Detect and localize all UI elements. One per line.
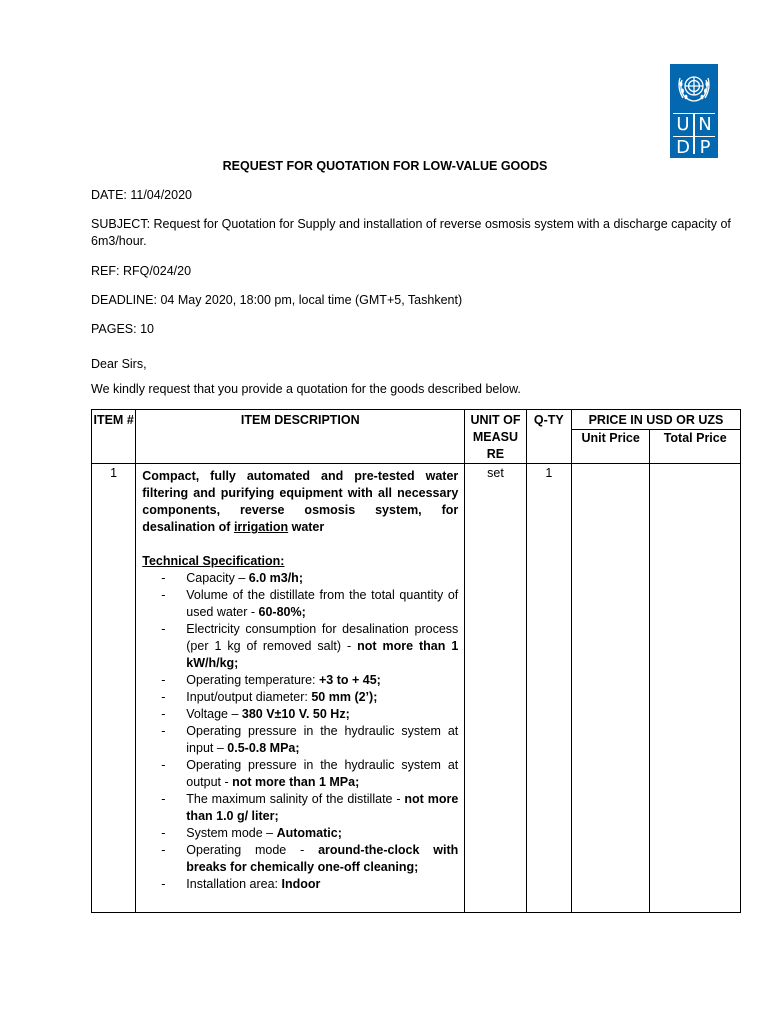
- header-item-description: ITEM DESCRIPTION: [136, 410, 465, 464]
- spec-value: 380 V±10 V. 50 Hz;: [241, 707, 350, 721]
- spec-item: [142, 689, 458, 706]
- quotation-table: [91, 409, 741, 913]
- header-unit-of-measure: UNIT OF MEASU RE: [465, 410, 526, 464]
- spec-value: 6.0 m3/h;: [248, 571, 303, 585]
- header-price: PRICE IN USD OR UZS: [571, 410, 740, 430]
- header-item-number: ITEM #: [92, 410, 136, 464]
- spec-item: [142, 706, 458, 723]
- dash-bullet: -: [161, 588, 166, 602]
- spec-label: Operating temperature:: [186, 673, 319, 687]
- spec-value: around-the-clock with breaks for chemically one-off cleaning;: [186, 843, 459, 874]
- spec-item: [142, 570, 458, 587]
- spec-value: 0.5-0.8 MPa;: [227, 741, 300, 755]
- logo-letter-n: N: [698, 114, 712, 135]
- spec-item: [142, 723, 458, 757]
- spec-label: Voltage –: [186, 707, 242, 721]
- spec-value: not more than 1 MPa;: [232, 775, 360, 789]
- spec-label: Electricity consumption for desalination process (per 1 kg of removed salt) -: [186, 622, 459, 653]
- spec-value: 50 mm (2’);: [311, 690, 378, 704]
- date-line: DATE: 11/04/2020: [91, 188, 192, 202]
- spec-value: not more than 1 kW/h/kg;: [186, 639, 459, 670]
- dash-bullet: -: [161, 826, 166, 840]
- spec-label: Capacity –: [186, 571, 249, 585]
- dash-bullet: -: [161, 792, 166, 806]
- spec-item: [142, 876, 458, 893]
- spec-item: [142, 672, 458, 689]
- ref-line: REF: RFQ/024/20: [91, 264, 192, 278]
- spec-value: not more than 1.0 g/ liter;: [186, 792, 459, 823]
- spec-label: Operating pressure in the hydraulic system at input –: [186, 724, 459, 755]
- dash-bullet: -: [161, 690, 166, 704]
- spec-item: [142, 587, 458, 621]
- header-unit-price: Unit Price: [571, 430, 649, 464]
- salutation: Dear Sirs,: [91, 357, 147, 371]
- dash-bullet: -: [161, 843, 166, 857]
- pages-line: PAGES: 10: [91, 322, 154, 336]
- un-emblem-icon: [675, 68, 713, 108]
- spec-value: +3 to + 45;: [318, 673, 381, 687]
- document-title: REQUEST FOR QUOTATION FOR LOW-VALUE GOODS: [222, 159, 548, 173]
- header-quantity: Q-TY: [526, 410, 571, 464]
- spec-item: [142, 825, 458, 842]
- undp-logo: [670, 64, 718, 158]
- row-item-number: 1: [92, 464, 136, 913]
- deadline-line: DEADLINE: 04 May 2020, 18:00 pm, local time (GMT+5, Tashkent): [91, 293, 463, 307]
- spec-label: Volume of the distillate from the total quantity of used water -: [186, 588, 459, 619]
- spec-item: [142, 621, 458, 672]
- spec-label: The maximum salinity of the distillate -: [186, 792, 405, 806]
- dash-bullet: -: [161, 707, 166, 721]
- spec-item: [142, 757, 458, 791]
- spec-label: Operating mode -: [186, 843, 319, 857]
- underlined-word: irrigation: [233, 520, 289, 534]
- spec-value: 60-80%;: [258, 605, 306, 619]
- dash-bullet: -: [161, 673, 166, 687]
- spec-value: Automatic;: [276, 826, 342, 840]
- spec-value: Indoor: [281, 877, 321, 891]
- dash-bullet: -: [161, 622, 166, 636]
- intro-paragraph: We kindly request that you provide a quotation for the goods described below.: [91, 382, 521, 396]
- row-total-price: [650, 464, 741, 913]
- row-unit-of-measure: set: [465, 464, 526, 913]
- logo-letter-d: D: [676, 137, 690, 158]
- spec-label: Input/output diameter:: [186, 690, 312, 704]
- spec-title: Technical Specification:: [142, 554, 285, 568]
- dash-bullet: -: [161, 877, 166, 891]
- spec-label: Operating pressure in the hydraulic system at output -: [186, 758, 459, 789]
- row-item-description: [136, 464, 465, 913]
- row-quantity: 1: [526, 464, 571, 913]
- subject-line: SUBJECT: Request for Quotation for Supply and installation of reverse osmosis system with a discharge capacity of 6m3/hour.: [91, 217, 731, 248]
- dash-bullet: -: [161, 571, 166, 585]
- item-description-text: Compact, fully automated and pre-tested water filtering and purifying equipment with all necessary components, reverse osmosis system, for desalination of irrigation water: [142, 469, 459, 534]
- header-total-price: Total Price: [650, 430, 741, 464]
- table-row: [92, 464, 741, 913]
- spec-item: [142, 842, 458, 876]
- logo-letter-p: P: [699, 137, 711, 158]
- spec-list: [142, 570, 458, 893]
- spec-label: System mode –: [186, 826, 277, 840]
- dash-bullet: -: [161, 758, 166, 772]
- dash-bullet: -: [161, 724, 166, 738]
- spec-item: [142, 791, 458, 825]
- logo-letter-u: U: [676, 114, 690, 135]
- spec-label: Installation area:: [186, 877, 282, 891]
- row-unit-price: [571, 464, 649, 913]
